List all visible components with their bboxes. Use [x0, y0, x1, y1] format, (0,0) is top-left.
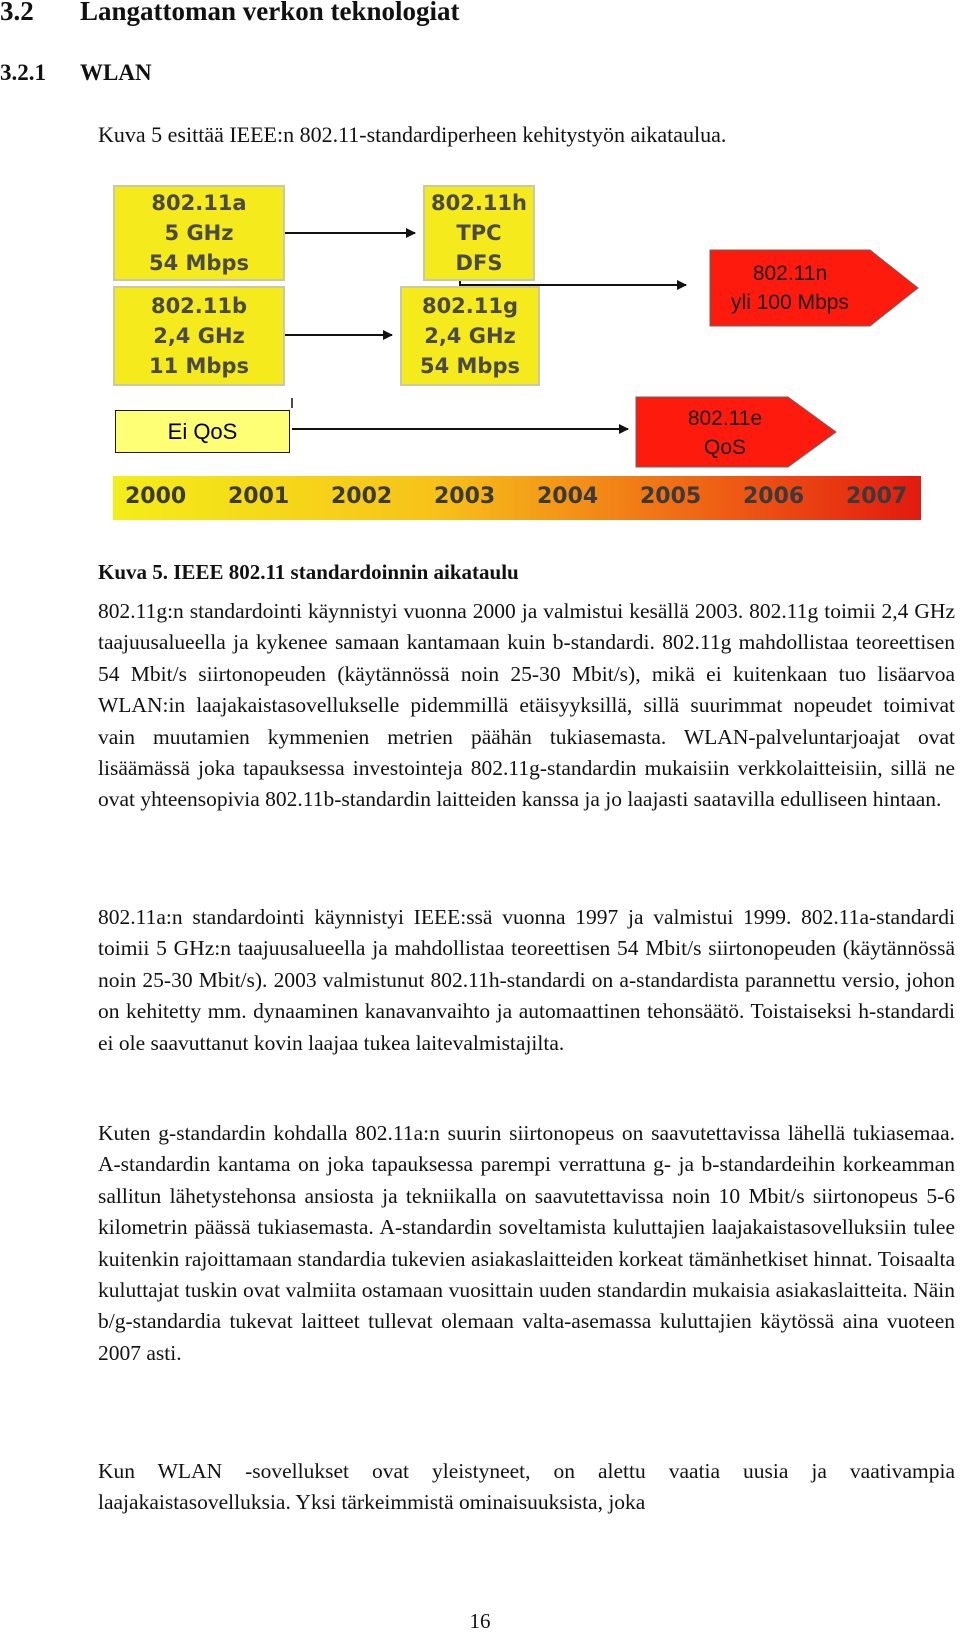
subsection-title: WLAN [80, 60, 152, 85]
timeline-year: 2007 [846, 484, 908, 509]
timeline-year: 2003 [434, 484, 496, 509]
page-number: 16 [469, 1609, 491, 1633]
figure-caption: Kuva 5. IEEE 802.11 standardoinnin aikataulu [98, 560, 519, 584]
section-title: Langattoman verkon teknologiat [80, 0, 460, 26]
box-80211h: 802.11h TPC DFS [423, 185, 535, 281]
section-number: 3.2 [0, 0, 34, 26]
timeline-year: 2006 [743, 484, 805, 509]
timeline-year: 2000 [125, 484, 187, 509]
box-80211b: 802.11b 2,4 GHz 11 Mbps [113, 286, 285, 386]
box-ei-qos: Ei QoS [115, 410, 290, 453]
paragraph: Kuten g-standardin kohdalla 802.11a:n suurin siirtonopeus on saavutettavissa lähellä tukiasemaa. A-standardin kantama on joka tapauksessa parempi verrattuna g- ja b-standardeihin korkeamman sallitun lähetystehonsa ansiosta ja tekniikalla on saavutettavissa noin 10 Mbit/s siirtonopeus 5-6 kilometrin päässä tukiasemasta. A-standardin soveltamista kuluttajien laajakaistasovelluksiin tulee kuitenkin rajoittamaan standardia tukevien asiakaslaitteiden korkeat tämänhetkiset hinnat. Toisaalta kuluttajat tuskin ovat valmiita ostamaan vuosittain uuden standardin mukaisia asiakaslaitteita. Näin b/g-standardia tukevat laitteet tullevat olemaan valta-asemassa kuluttajien käytössä aina vuoteen 2007 asti. [98, 1121, 955, 1365]
subsection-number: 3.2.1 [0, 60, 46, 85]
year-timeline [113, 476, 921, 520]
box-80211g: 802.11g 2,4 GHz 54 Mbps [400, 286, 540, 386]
timeline-year: 2005 [640, 484, 702, 509]
box-80211a: 802.11a 5 GHz 54 Mbps [113, 185, 285, 281]
label-80211e: 802.11e QoS [687, 407, 763, 459]
timeline-year: 2004 [537, 484, 599, 509]
paragraph: 802.11a:n standardointi käynnistyi IEEE:ssä vuonna 1997 ja valmistui 1999. 802.11a-standardi toimii 5 GHz:n taajuusalueella ja mahdollistaa teoreettisen 54 Mbit/s siirtonopeuden (käytännössä noin 25-30 Mbit/s). 2003 valmistunut 802.11h-standardi on a-standardista parannettu versio, johon on kehitetty mm. dynaaminen kanavanvaihto ja automaattinen tehonsäätö. Toistaiseksi h-standardi ei ole saavuttanut kovin laajaa tukea laitevalmistajilta. [98, 905, 955, 1055]
intro-text: Kuva 5 esittää IEEE:n 802.11-standardiperheen kehitystyön aikataulua. [98, 122, 727, 147]
paragraph: 802.11g:n standardointi käynnistyi vuonna 2000 ja valmistui kesällä 2003. 802.11g toimii 2,4 GHz taajuusalueella ja kykenee samaan kantamaan kuin b-standardi. 802.11g mahdollistaa teoreettisen 54 Mbit/s siirtonopeuden (käytännössä noin 25-30 Mbit/s), mikä ei kuitenkaan tuo lisäarvoa WLAN:in laajakaistasovellukselle pidemmillä etäisyyksillä, sillä suurimmat nopeudet toimivat vain muutamien kymmenien metrien päähän tukiasemasta. WLAN-palveluntarjoajat ovat lisäämässä joka tapauksessa investointeja 802.11g-standardin mukaisiin verkkolaitteisiin, sillä ne ovat yhteensopivia 802.11b-standardin laitteiden kanssa ja jo laajasti saatavilla edulliseen hintaan. [98, 599, 955, 812]
label-80211n: 802.11n yli 100 Mbps [731, 262, 849, 314]
timeline-year: 2002 [331, 484, 393, 509]
timeline-year: 2001 [228, 484, 290, 509]
timeline-figure [0, 0, 960, 540]
paragraph: Kun WLAN -sovellukset ovat yleistyneet, on alettu vaatia uusia ja vaativampia laajakaistasovelluksia. Yksi tärkeimmistä ominaisuuksista, joka [98, 1459, 955, 1515]
